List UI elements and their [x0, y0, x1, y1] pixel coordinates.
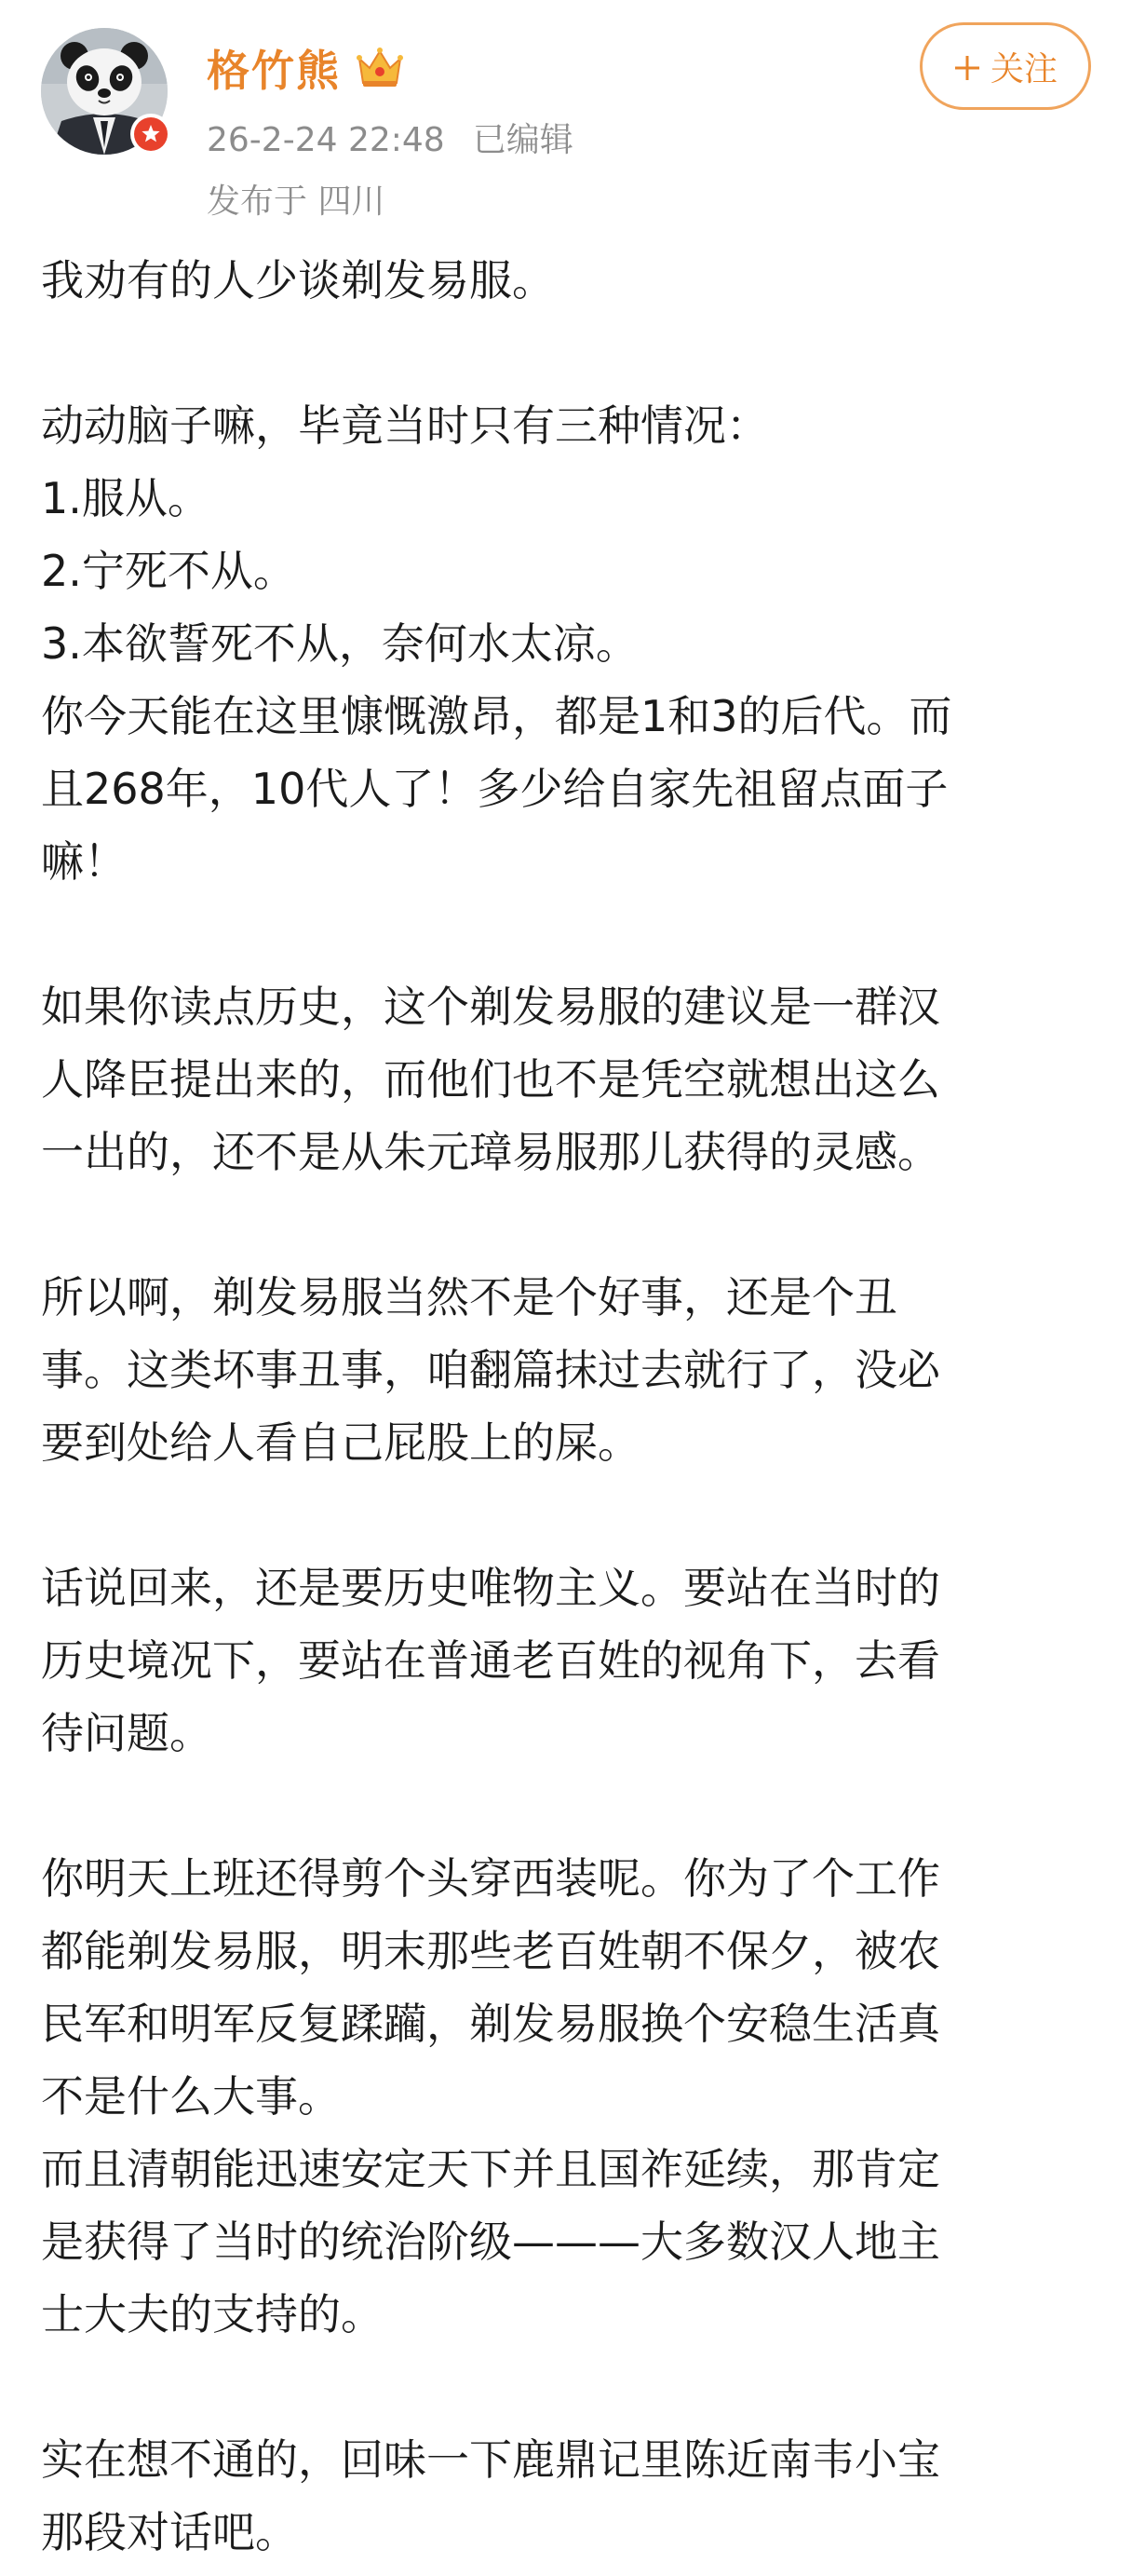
post-text-line: 你今天能在这里慷慨激昂，都是1和3的后代。而 — [41, 691, 952, 741]
post-text-line: 嘛！ — [41, 836, 127, 887]
post-text-line: 实在想不通的，回味一下鹿鼎记里陈近南韦小宝 — [41, 2434, 940, 2485]
post-text-line: 历史境况下，要站在普通老百姓的视角下，去看 — [41, 1635, 940, 1686]
post-text-line: 都能剃发易服，明末那些老百姓朝不保夕，被农 — [41, 1926, 940, 1976]
post-timestamp: 26-2-24 22:48 — [207, 121, 445, 159]
post-text-line: 待问题。 — [41, 1708, 212, 1758]
post-text-line: 你明天上班还得剪个头穿西装呢。你为了个工作 — [41, 1853, 940, 1904]
paragraph-gap — [41, 1479, 1093, 1552]
post-text-line: 事。这类坏事丑事，咱翻篇抹过去就行了，没必 — [41, 1345, 940, 1395]
post-text-line: 而且清朝能迅速安定天下并且国祚延续，那肯定 — [41, 2144, 940, 2194]
plus-icon — [953, 52, 981, 80]
post-text-line: 且268年，10代人了！多少给自家先祖留点面子 — [41, 764, 949, 814]
post-text-line: 士大夫的支持的。 — [41, 2289, 384, 2339]
post-text-line: 1.服从。 — [41, 473, 210, 523]
crown-icon[interactable] — [356, 46, 404, 90]
post-text-line: 动动脑子嘛，毕竟当时只有三种情况： — [41, 400, 769, 451]
follow-label: 关注 — [990, 49, 1058, 88]
paragraph-gap — [41, 2351, 1093, 2423]
paragraph-gap — [41, 1188, 1093, 1261]
paragraph-gap — [41, 898, 1093, 970]
post-text-line: 人降臣提出来的，而他们也不是凭空就想出这么 — [41, 1054, 940, 1105]
author-avatar[interactable] — [41, 28, 168, 155]
post-meta — [207, 114, 573, 161]
post-text-line: 所以啊，剃发易服当然不是个好事，还是个丑 — [41, 1272, 897, 1322]
post-text-line: 一出的，还不是从朱元璋易服那儿获得的灵感。 — [41, 1127, 940, 1177]
post-text-line: 如果你读点历史，这个剃发易服的建议是一群汉 — [41, 982, 940, 1032]
paragraph-gap — [41, 1769, 1093, 1842]
verified-badge-icon — [130, 114, 171, 155]
edited-label[interactable]: 已编辑 — [472, 121, 573, 159]
post-text-line: 要到处给人看自己屁股上的屎。 — [41, 1417, 640, 1468]
post-text-line: 不是什么大事。 — [41, 2071, 341, 2122]
post-text-line: 3.本欲誓死不从，奈何水太凉。 — [41, 618, 639, 669]
post-text-line: 民军和明军反复蹂躏，剃发易服换个安稳生活真 — [41, 1999, 940, 2049]
post-body — [41, 244, 1093, 2569]
post-text-line: 是获得了当时的统治阶级———大多数汉人地主 — [41, 2217, 940, 2267]
post-location: 发布于 四川 — [207, 183, 385, 221]
paragraph-gap — [41, 317, 1093, 389]
post-text-line: 我劝有的人少谈剃发易服。 — [41, 255, 555, 305]
follow-button[interactable] — [920, 22, 1091, 110]
post-text-line: 那段对话吧。 — [41, 2507, 298, 2557]
post-text-line: 2.宁死不从。 — [41, 546, 296, 596]
post-header — [0, 0, 1132, 233]
post-text-line: 话说回来，还是要历史唯物主义。要站在当时的 — [41, 1563, 940, 1613]
author-name-row — [207, 35, 404, 101]
author-name[interactable]: 格竹熊 — [207, 46, 341, 96]
